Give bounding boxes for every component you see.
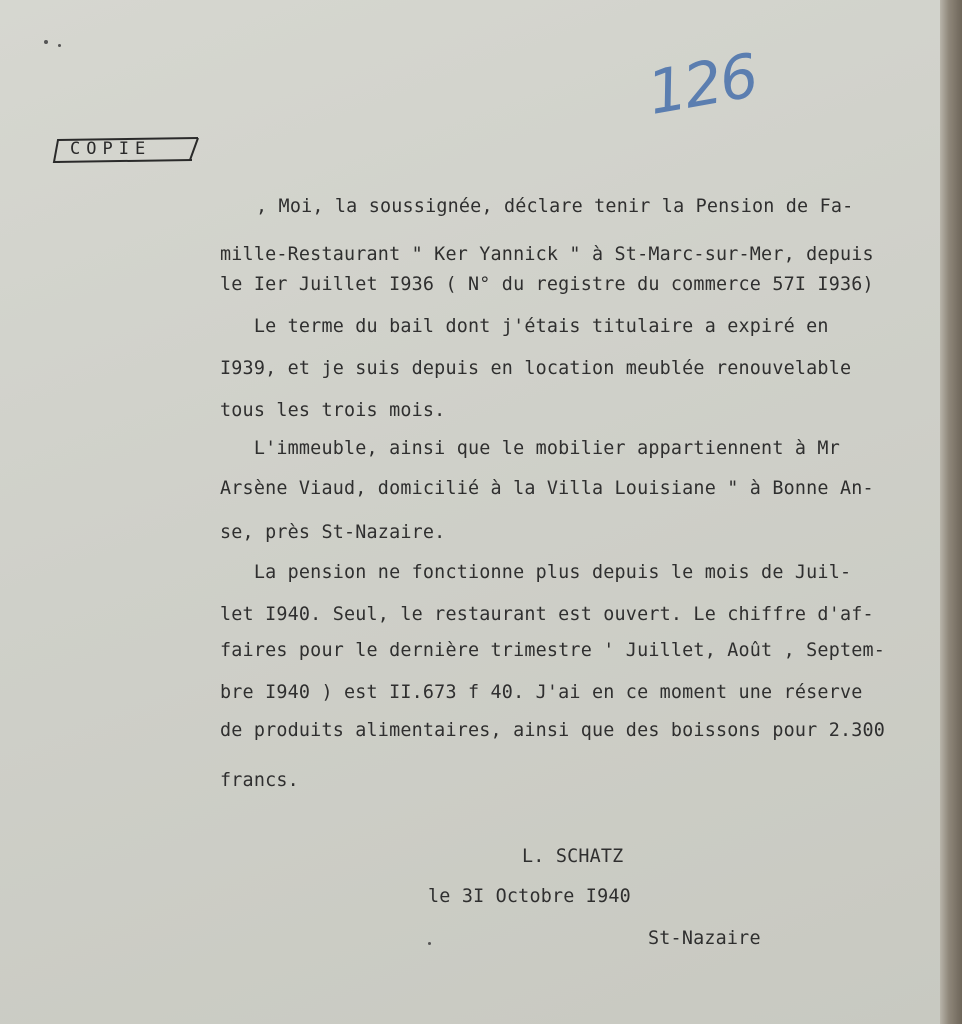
body-line: de produits alimentaires, ainsi que des boissons pour 2.300 [220,720,886,741]
body-line: let I940. Seul, le restaurant est ouvert. Le chiffre d'af- [220,604,874,625]
signature-place: St-Nazaire [648,928,761,949]
body-line: se, près St-Nazaire. [220,522,446,543]
signature-name: L. SCHATZ [522,846,624,867]
paper-speck [58,44,61,47]
paper-speck [44,40,48,44]
page-edge [940,0,962,1024]
stamp-label: COPIE [70,139,152,159]
archive-number: 126 [642,41,762,129]
paper-speck [428,942,431,945]
copie-stamp [52,136,200,164]
body-line: le Ier Juillet I936 ( N° du registre du commerce 57I I936) [220,274,874,295]
body-line: mille-Restaurant " Ker Yannick " à St-Marc-sur-Mer, depuis [220,244,874,265]
body-line: Le terme du bail dont j'étais titulaire a expiré en [220,316,829,337]
body-line: La pension ne fonctionne plus depuis le mois de Juil- [220,562,852,583]
body-line: Arsène Viaud, domicilié à la Villa Louisiane " à Bonne An- [220,478,874,499]
body-line: tous les trois mois. [220,400,446,421]
body-line: francs. [220,770,299,791]
signature-date: le 3I Octobre I940 [428,886,631,907]
body-line: faires pour le dernière trimestre ' Juillet, Août , Septem- [220,640,886,661]
body-line: I939, et je suis depuis en location meublée renouvelable [220,358,852,379]
body-line: , Moi, la soussignée, déclare tenir la Pension de Fa- [256,196,854,217]
body-line: L'immeuble, ainsi que le mobilier appartiennent à Mr [220,438,840,459]
body-line: bre I940 ) est II.673 f 40. J'ai en ce moment une réserve [220,682,863,703]
